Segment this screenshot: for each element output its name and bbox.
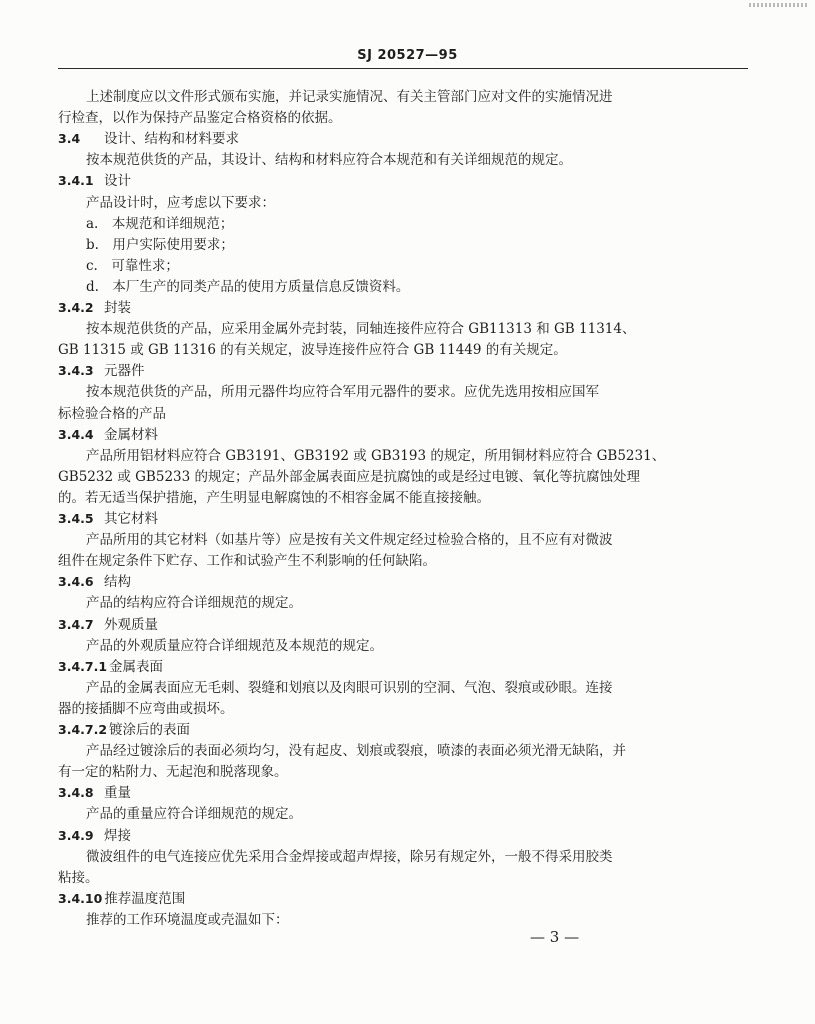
section-heading <box>58 130 239 148</box>
paragraph-line: 的。若无适当保护措施，产生明显电解腐蚀的不相容金属不能直接接触。 <box>58 489 490 506</box>
section-title: 焊接 <box>104 827 131 844</box>
paragraph-line: 行检查，以作为保持产品鉴定合格资格的依据。 <box>58 110 342 127</box>
paragraph-line: a. 本规范和详细规范； <box>86 215 234 232</box>
section-number: 3.4.7.1 <box>58 658 108 674</box>
paragraph-line: 产品设计时，应考虑以下要求： <box>86 194 275 211</box>
paragraph-line: 推荐的工作环境温度或壳温如下： <box>86 911 289 928</box>
paragraph-line: c. 可靠性求； <box>86 257 179 274</box>
standard-code: SJ 20527—95 <box>357 48 458 63</box>
section-title: 金属表面 <box>109 658 164 675</box>
paragraph-line: 产品的结构应符合详细规范的规定。 <box>86 595 302 612</box>
paragraph-line: 微波组件的电气连接应优先采用合金焊接或超声焊接，除另有规定外，一般不得采用胶类 <box>86 848 613 865</box>
section-heading <box>58 658 163 676</box>
section-title: 外观质量 <box>104 616 158 633</box>
section-title: 设计 <box>104 173 131 190</box>
section-heading <box>58 426 158 444</box>
section-title: 结构 <box>104 574 131 591</box>
paragraph-line: 按本规范供货的产品，其设计、结构和材料应符合本规范和有关详细规范的规定。 <box>86 152 572 169</box>
paragraph-line: b. 用户实际使用要求； <box>86 236 234 253</box>
section-title: 镀涂后的表面 <box>109 722 191 738</box>
section-number: 3.4.5 <box>58 511 94 526</box>
paragraph-line: 器的接插脚不应弯曲或损坏。 <box>58 700 234 717</box>
section-title: 推荐温度范围 <box>104 890 186 907</box>
section-title: 金属材料 <box>104 426 158 443</box>
section-number: 3.4.3 <box>58 363 94 379</box>
section-number: 3.4.8 <box>58 785 94 801</box>
section-heading <box>58 172 131 190</box>
section-title: 其它材料 <box>104 511 158 527</box>
section-title: 重量 <box>104 785 131 802</box>
paragraph-line: 产品的外观质量应符合详细规范及本规范的规定。 <box>86 637 383 654</box>
paragraph-line: 有一定的粘附力、无起泡和脱落现象。 <box>58 764 288 781</box>
paragraph-line: GB 11315 或 GB 11316 的有关规定，波导连接件应符合 GB 11449 的有关规定。 <box>58 342 567 359</box>
section-number: 3.4.1 <box>58 173 94 189</box>
paragraph-line: GB5232 或 GB5233 的规定；产品外部金属表面应是抗腐蚀的或是经过电镀、氧化等抗腐蚀处理 <box>58 468 640 485</box>
section-number: 3.4.7.2 <box>58 722 108 737</box>
section-title: 元器件 <box>104 363 145 380</box>
section-heading <box>58 616 158 634</box>
section-heading <box>58 299 131 317</box>
paragraph-line: d. 本厂生产的同类产品的使用方质量信息反馈资料。 <box>86 278 410 295</box>
section-heading <box>58 721 190 739</box>
section-heading <box>58 362 145 380</box>
paragraph-line: 按本规范供货的产品，所用元器件均应符合军用元器件的要求。应优先选用按相应国军 <box>86 384 599 401</box>
paragraph-line: 标检验合格的产品 <box>58 405 166 422</box>
section-heading <box>58 827 131 845</box>
paragraph-line: 按本规范供货的产品，应采用金属外壳封装，同轴连接件应符合 GB11313 和 GB 11314、 <box>86 321 636 338</box>
section-number: 3.4 <box>58 131 81 147</box>
section-heading <box>58 573 131 591</box>
section-number: 3.4.4 <box>58 426 94 442</box>
section-heading <box>58 890 185 908</box>
paragraph-line: 产品经过镀涂后的表面必须均匀，没有起皮、划痕或裂痕，喷漆的表面必须光滑无缺陷，并 <box>86 743 626 760</box>
paragraph-line: 粘接。 <box>58 869 99 886</box>
section-title: 封装 <box>104 300 131 316</box>
section-number: 3.4.9 <box>58 827 94 843</box>
scan-mark <box>749 3 807 7</box>
section-number: 3.4.2 <box>58 300 94 315</box>
paragraph-line: 产品所用铝材料应符合 GB3191、GB3192 或 GB3193 的规定，所用铜材料应符合 GB5231、 <box>86 447 666 464</box>
paragraph-line: 组件在规定条件下贮存、工作和试验产生不利影响的任何缺陷。 <box>58 553 436 570</box>
section-number: 3.4.7 <box>58 616 94 632</box>
page-number: — 3 — <box>530 928 580 946</box>
paragraph-line: 产品所用的其它材料（如基片等）应是按有关文件规定经过检验合格的，且不应有对微波 <box>86 532 613 549</box>
section-heading <box>58 784 131 802</box>
section-title: 设计、结构和材料要求 <box>104 131 239 148</box>
section-heading <box>58 510 158 528</box>
section-number: 3.4.6 <box>58 574 94 590</box>
section-number: 3.4.10 <box>58 890 103 906</box>
paragraph-line: 产品的重量应符合详细规范的规定。 <box>86 806 302 823</box>
paragraph-line: 产品的金属表面应无毛刺、裂缝和划痕以及肉眼可识别的空洞、气泡、裂痕或砂眼。连接 <box>86 679 613 696</box>
header-rule <box>58 68 748 69</box>
paragraph-line: 上述制度应以文件形式颁布实施，并记录实施情况、有关主管部门应对文件的实施情况进 <box>86 89 613 105</box>
